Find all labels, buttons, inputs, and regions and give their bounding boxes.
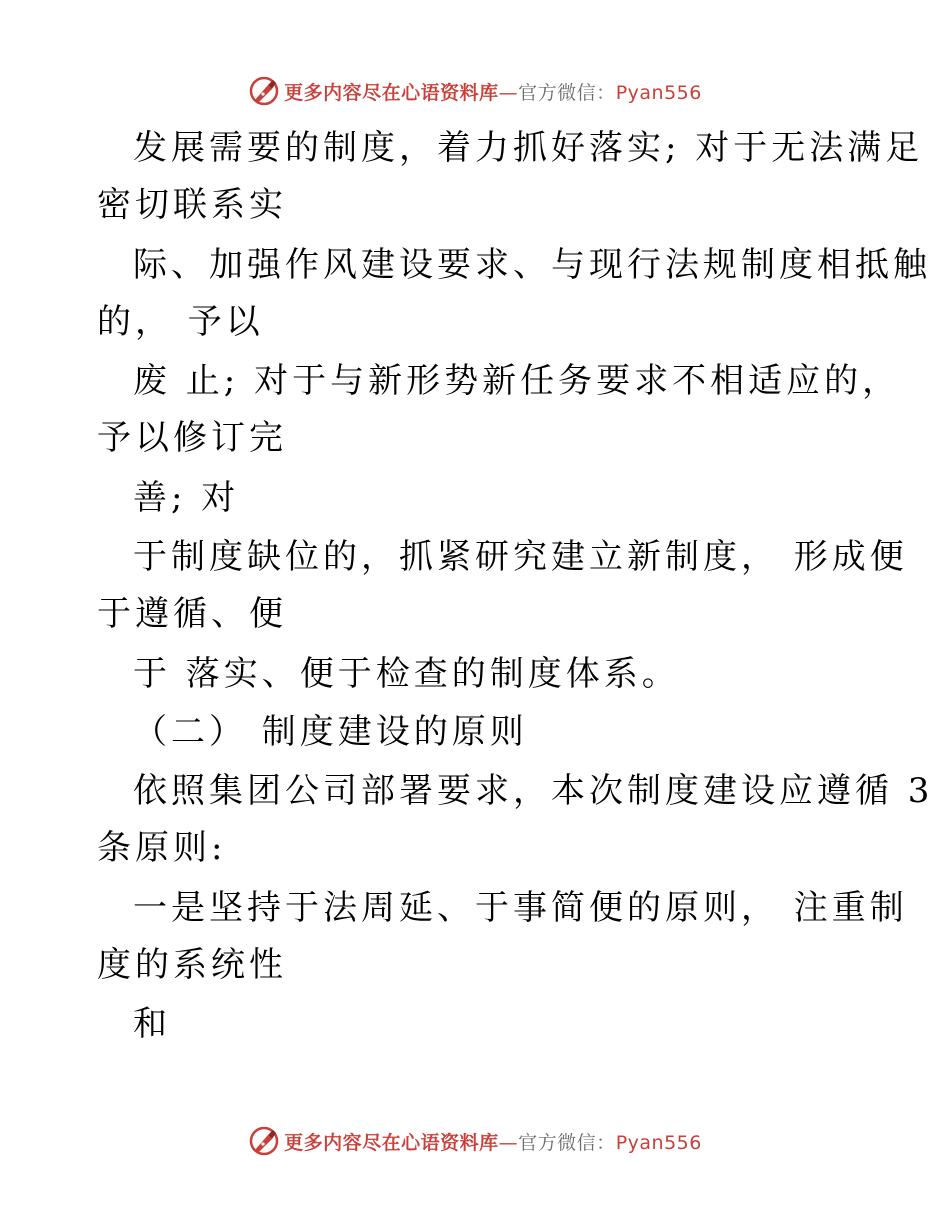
body-line: 一是坚持于法周延、于事简便的原则， 注重制 bbox=[133, 888, 908, 928]
body-line: 善; 对 bbox=[133, 478, 240, 518]
pen-nib-logo-icon bbox=[248, 1125, 280, 1157]
body-line: 于遵循、便 bbox=[97, 594, 287, 634]
section-heading: （二） 制度建设的原则 bbox=[133, 712, 528, 752]
body-line: 依照集团公司部署要求，本次制度建设应遵循 3 bbox=[133, 771, 934, 811]
body-line: 条原则: bbox=[97, 828, 227, 868]
body-line: 发展需要的制度，着力抓好落实; 对于无法满足 bbox=[133, 128, 924, 168]
body-line: 废 止; 对于与新形势新任务要求不相适应的， bbox=[133, 361, 901, 401]
body-line: 予以修订完 bbox=[97, 418, 287, 458]
watermark-sub: 官方微信： bbox=[518, 81, 616, 104]
body-line: 于 落实、便于检查的制度体系。 bbox=[133, 654, 680, 694]
body-line: 和 bbox=[133, 1004, 171, 1044]
watermark-dash: — bbox=[498, 81, 519, 104]
watermark-sub: 官方微信： bbox=[518, 1131, 616, 1154]
body-line: 际、加强作风建设要求、与现行法规制度相抵触 bbox=[133, 245, 931, 285]
watermark-id: Pyan556 bbox=[615, 81, 702, 104]
body-line: 于制度缺位的，抓紧研究建立新制度， 形成便 bbox=[133, 537, 908, 577]
watermark-id: Pyan556 bbox=[615, 1131, 702, 1154]
watermark-text bbox=[284, 1128, 702, 1155]
watermark-dash: — bbox=[498, 1131, 519, 1154]
footer-watermark bbox=[0, 1121, 950, 1161]
body-line: 的， 予以 bbox=[97, 302, 264, 342]
watermark-main: 更多内容尽在心语资料库 bbox=[284, 1131, 499, 1154]
pen-nib-logo-icon bbox=[248, 75, 280, 107]
header-watermark bbox=[0, 71, 950, 111]
watermark-text bbox=[284, 78, 702, 105]
watermark-main: 更多内容尽在心语资料库 bbox=[284, 81, 499, 104]
body-line: 密切联系实 bbox=[97, 185, 287, 225]
body-line: 度的系统性 bbox=[97, 945, 287, 985]
